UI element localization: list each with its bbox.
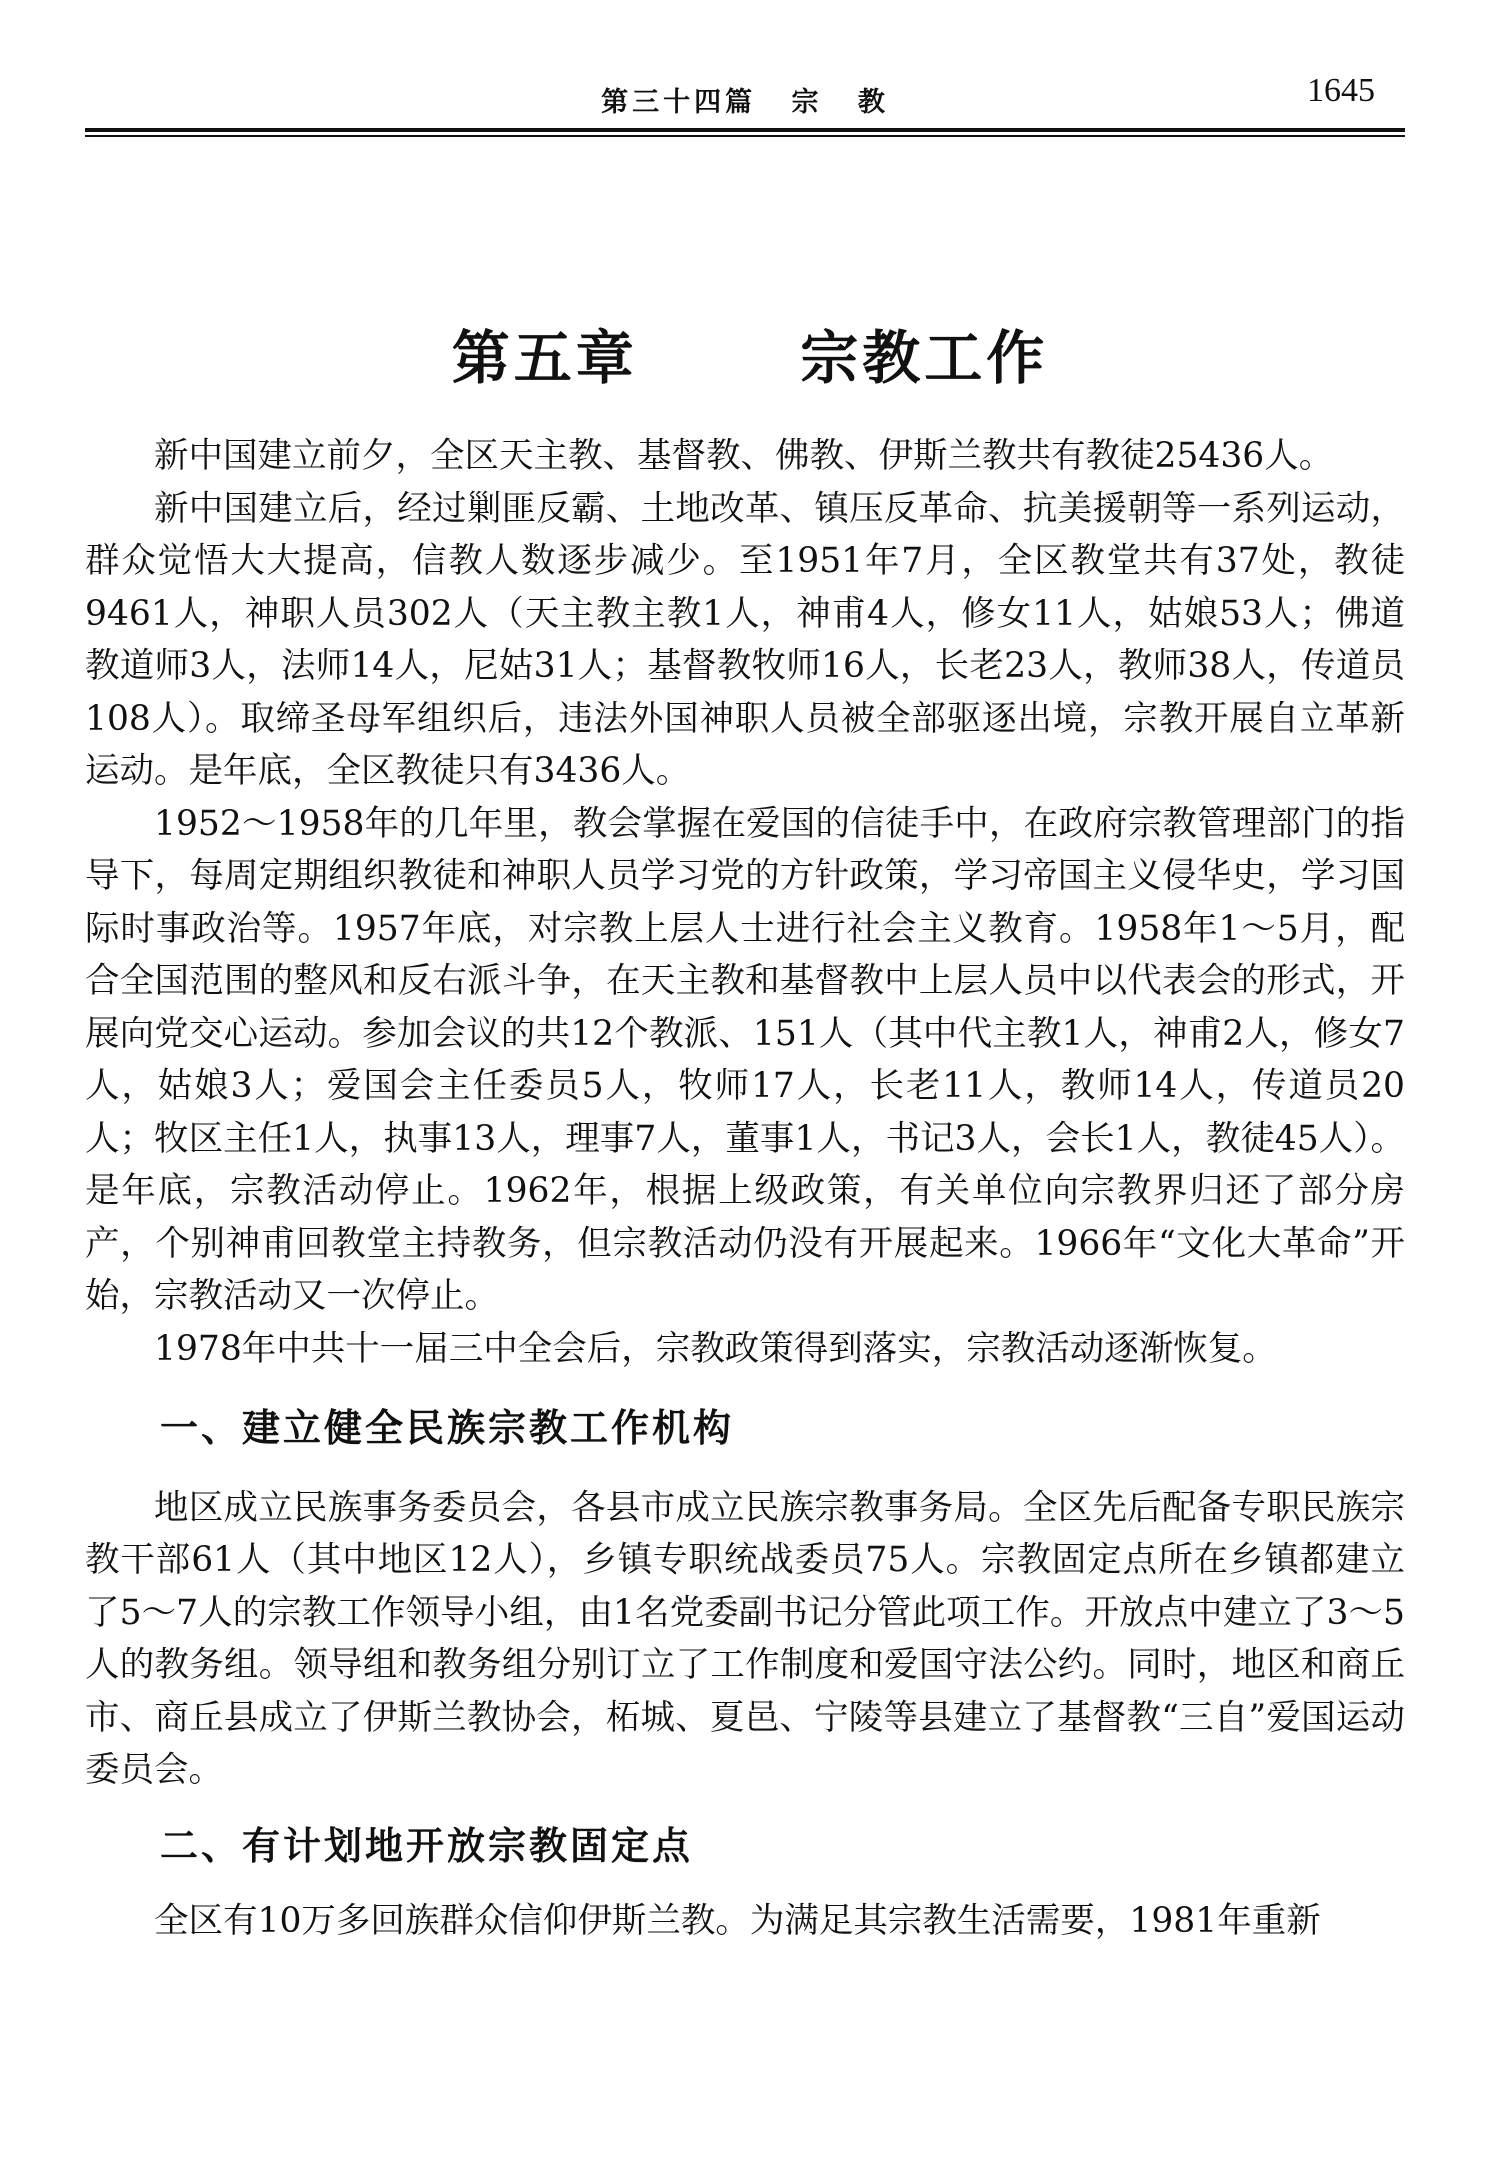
header-rule-thick xyxy=(85,128,1405,132)
section-heading: 一、建立健全民族宗教工作机构 xyxy=(160,1405,735,1450)
chapter-title: 第五章 宗教工作 xyxy=(451,323,1049,392)
header-section-title: 第三十四篇 宗 教 xyxy=(601,87,889,118)
paragraph: 新中国建立后，经过剿匪反霸、土地改革、镇压反革命、抗美援朝等一系列运动，群众觉悟大大提高，信教人数逐步减少。至1951年7月，全区教堂共有37处，教徒9461人，神职人员302人（天主教主教1人，神甫4人，修女11人，姑娘53人；佛道教道师3人，法师14人，尼姑31人；基督教牧师16人，长老23人，教师38人，传道员108人）。取缔圣母军组织后，违法外国神职人员被全部驱逐出境，宗教开展自立革新运动。是年底，全区教徒只有3436人。 xyxy=(85,488,1405,791)
paragraph: 新中国建立前夕，全区天主教、基督教、佛教、伊斯兰教共有教徒25436人。 xyxy=(154,436,1334,476)
paragraph: 1952～1958年的几年里，教会掌握在爱国的信徒手中，在政府宗教管理部门的指导下，每周定期组织教徒和神职人员学习党的方针政策，学习帝国主义侵华史，学习国际时事政治等。1957年底，对宗教上层人士进行社会主义教育。1958年1～5月，配合全国范围的整风和反右派斗争，在天主教和基督教中上层人员中以代表会的形式，开展向党交心运动。参加会议的共12个教派、151人（其中代主教1人，神甫2人，修女7人，姑娘3人；爱国会主任委员5人，牧师17人，长老11人，教师14人，传道员20人；牧区主任1人，执事13人，理事7人，董事1人，书记3人，会长1人，教徒45人）。是年底，宗教活动停止。1962年，根据上级政策，有关单位向宗教界归还了部分房产，个别神甫回教堂主持教务，但宗教活动仍没有开展起来。1966年“文化大革命”开始，宗教活动又一次停止。 xyxy=(85,803,1405,1316)
paragraph: 1978年中共十一届三中全会后，宗教政策得到落实，宗教活动逐渐恢复。 xyxy=(154,1328,1277,1369)
running-header xyxy=(85,72,1405,122)
paragraph: 地区成立民族事务委员会，各县市成立民族宗教事务局。全区先后配备专职民族宗教干部61人（其中地区12人），乡镇专职统战委员75人。宗教固定点所在乡镇都建立了5～7人的宗教工作领导小组，由1名党委副书记分管此项工作。开放点中建立了3～5人的教务组。领导组和教务组分别订立了工作制度和爱国守法公约。同时，地区和商丘市、商丘县成立了伊斯兰教协会，柘城、夏邑、宁陵等县建立了基督教“三自”爱国运动委员会。 xyxy=(85,1487,1405,1790)
section-heading: 二、有计划地开放宗教固定点 xyxy=(160,1822,694,1868)
header-rule-thin xyxy=(85,135,1405,137)
page-number: 1645 xyxy=(1307,72,1375,109)
paragraph: 全区有10万多回族群众信仰伊斯兰教。为满足其宗教生活需要，1981年重新 xyxy=(154,1901,1321,1941)
header-rule xyxy=(85,128,1405,138)
body-text xyxy=(85,430,1405,1948)
